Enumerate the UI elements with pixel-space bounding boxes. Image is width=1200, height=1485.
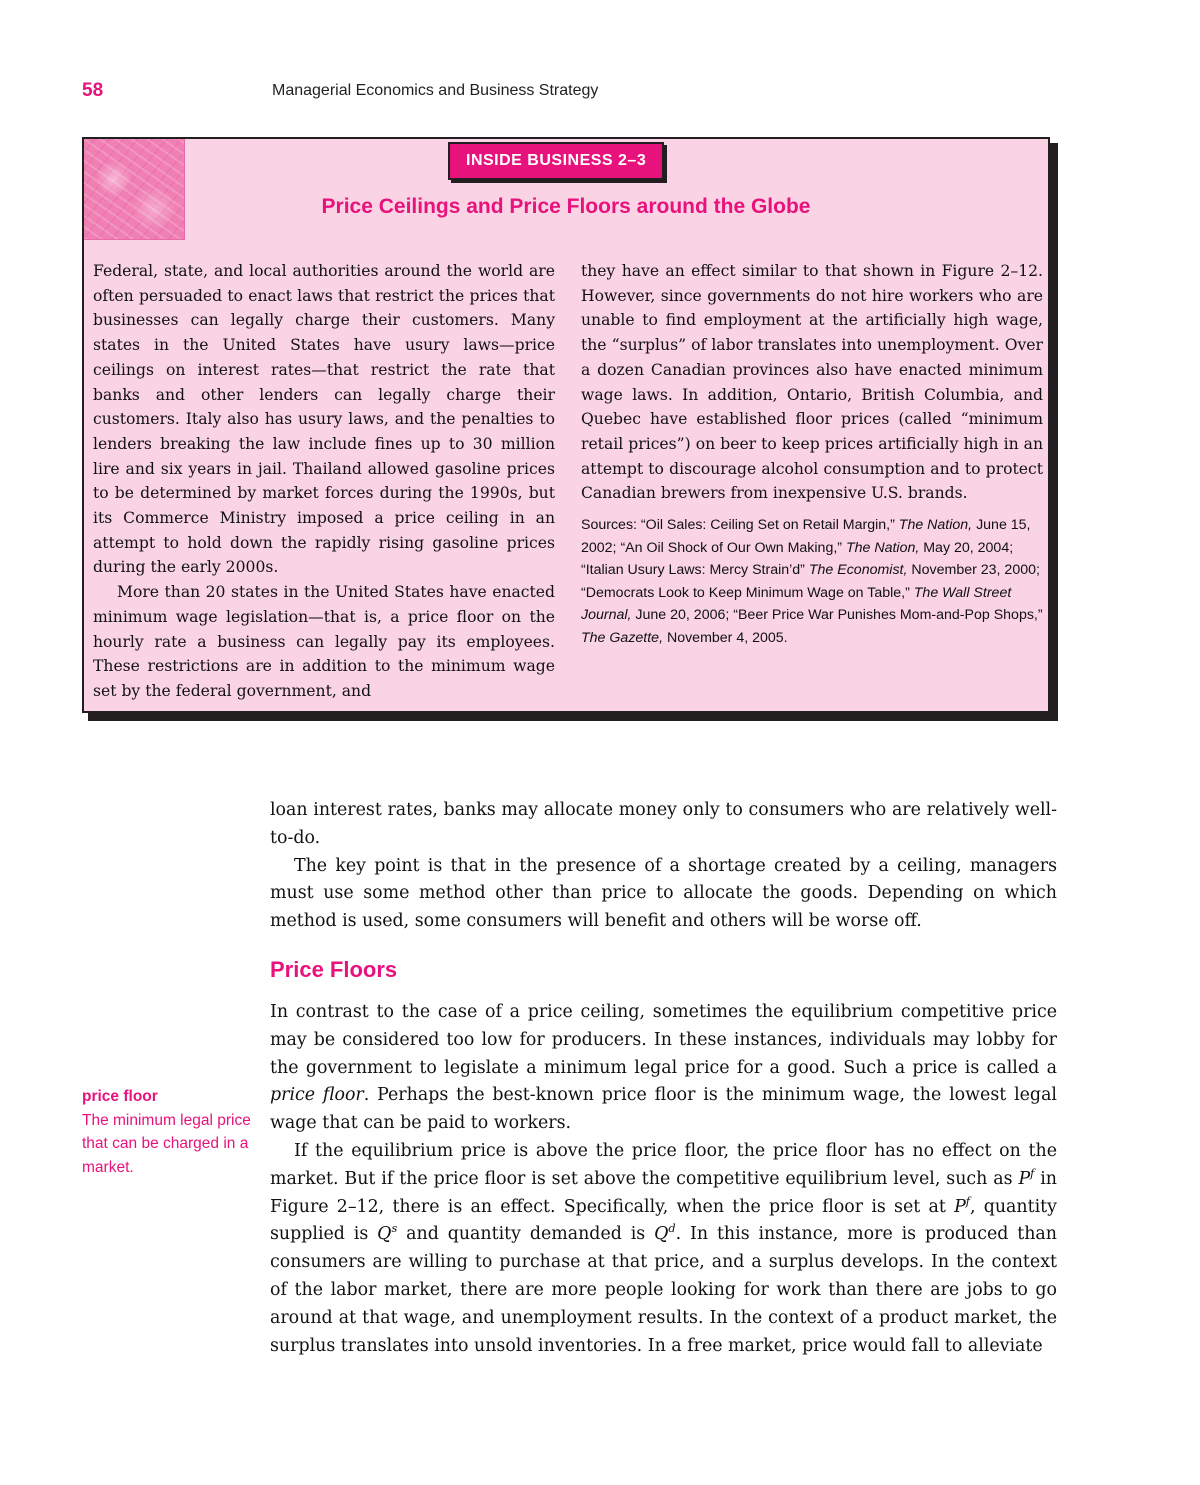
symbol-superscript: f (965, 1194, 970, 1208)
source-publication: The Wall Street Journal, (581, 584, 1012, 624)
margin-definition (82, 1085, 252, 1179)
source-publication: The Nation, (898, 517, 973, 534)
symbol-superscript: s (391, 1222, 398, 1236)
source-text: June 15, 2002; “An Oil Shock of Our Own Making,” (581, 517, 1031, 556)
key-term: price floor (270, 1085, 364, 1106)
box-paragraph: Federal, state, and local authorities around the world are often persuaded to enact laws that restrict the prices that businesses can legally charge their customers. Many states in the United States have usury laws—price ceilings on interest rates—that restrict the rate that banks and other lenders can legally charge their customers. Italy also has usury laws, and the penalties to lenders breaking the law include fines up to 30 million lire and six years in jail. Thailand allowed gasoline prices to be determined by market forces during the 1990s, but its Commerce Ministry imposed a price ceiling in an attempt to hold down the rapidly rising gasoline prices during the early 2000s. (93, 262, 555, 577)
body-paragraph: The key point is that in the presence of a shortage created by a ceiling, managers must use some method other than price to allocate the goods. Depending on which method is used, some consumers will benefit and others will be worse off. (270, 855, 1057, 932)
source-publication: The Nation, (845, 539, 920, 556)
box-paragraph: More than 20 states in the United States have enacted minimum wage legislation—that is, a price floor on the hourly rate a business can legally pay its employees. These restrictions are in addition to the minimum wage set by the federal government, and (93, 583, 555, 700)
source-publication: The Gazette, (581, 629, 664, 646)
text-run: . Perhaps the best-known price floor is the minimum wage, the lowest legal wage that can be paid to workers. (270, 1085, 1057, 1134)
body-paragraph: loan interest rates, banks may allocate money only to consumers who are relatively well-to-do. (270, 800, 1057, 848)
page-number: 58 (82, 80, 104, 101)
source-text: November 23, 2000; “Democrats Look to Keep Minimum Wage on Table,” (581, 562, 1040, 601)
symbol-base: Q (654, 1224, 669, 1245)
box-column-left (93, 259, 555, 704)
symbol-base: P (954, 1196, 966, 1217)
text-run: , quantity supplied is (270, 1196, 1057, 1245)
text-run: If the equilibrium price is above the price floor, the price floor has no effect on the market. But if the price floor is set above the competitive equilibrium level, such as (270, 1140, 1057, 1189)
symbol-superscript: f (1030, 1166, 1035, 1180)
box-label: INSIDE BUSINESS 2–3 (448, 142, 664, 180)
text-run: in Figure 2–12, there is an effect. Specifically, when the price floor is set at (270, 1168, 1057, 1217)
body-text-top (270, 797, 1057, 936)
text-run: and quantity demanded is (397, 1224, 655, 1245)
math-symbol (1018, 1166, 1035, 1189)
body-paragraph (270, 999, 1057, 1138)
symbol-superscript: d (668, 1222, 676, 1236)
source-publication: The Economist, (808, 562, 908, 579)
box-title: Price Ceilings and Price Floors around the Globe (321, 195, 811, 218)
inside-business-box (82, 137, 1050, 713)
symbol-base: P (1018, 1168, 1031, 1189)
symbol-base: Q (377, 1224, 392, 1245)
section-heading: Price Floors (270, 957, 398, 982)
running-title: Managerial Economics and Business Strategy (272, 82, 599, 99)
body-text-bottom (270, 999, 1057, 1360)
running-header (82, 80, 1062, 110)
source-text: May 20, 2004; “Italian Usury Laws: Mercy Strain’d” (581, 539, 1014, 579)
body-paragraph (270, 1138, 1057, 1360)
box-column-right (581, 259, 1043, 649)
text-run: In contrast to the case of a price ceiling, sometimes the equilibrium competitive price may be considered too low for producers. In these instances, individuals may lobby for the government to legislate a minimum legal price for a good. Such a price is called a (270, 1002, 1057, 1078)
margin-term: price floor (82, 1088, 158, 1105)
math-symbol (377, 1224, 397, 1244)
source-text: November 4, 2005. (663, 629, 788, 646)
math-symbol (954, 1194, 970, 1217)
source-text: Sources: “Oil Sales: Ceiling Set on Retail Margin,” (581, 517, 899, 534)
margin-definition-text: The minimum legal price that can be charged in a market. (82, 1111, 251, 1176)
decorative-corner-image (84, 139, 185, 240)
box-sources (581, 514, 1043, 649)
math-symbol (654, 1224, 676, 1244)
text-run: . In this instance, more is produced than consumers are willing to purchase at that price, and a surplus develops. In the context of the labor market, there are more people looking for work than there are jobs to go around at that wage, and unemployment results. In the context of a product market, the surplus translates into unsold inventories. In a free market, price would fall to alleviate (270, 1224, 1058, 1356)
box-paragraph: they have an effect similar to that shown in Figure 2–12. However, since governments do not hire workers who are unable to find employment at the artificially high wage, the “surplus” of labor translates into unemployment. Over a dozen Canadian provinces also have enacted minimum wage laws. In addition, Ontario, British Columbia, and Quebec have established floor prices (called “minimum retail prices”) on beer to keep prices artificially high in an attempt to discourage alcohol consumption and to protect Canadian brewers from inexpensive U.S. brands. (581, 262, 1043, 503)
source-text: June 20, 2006; “Beer Price War Punishes Mom-and-Pop Shops,” (631, 607, 1043, 624)
